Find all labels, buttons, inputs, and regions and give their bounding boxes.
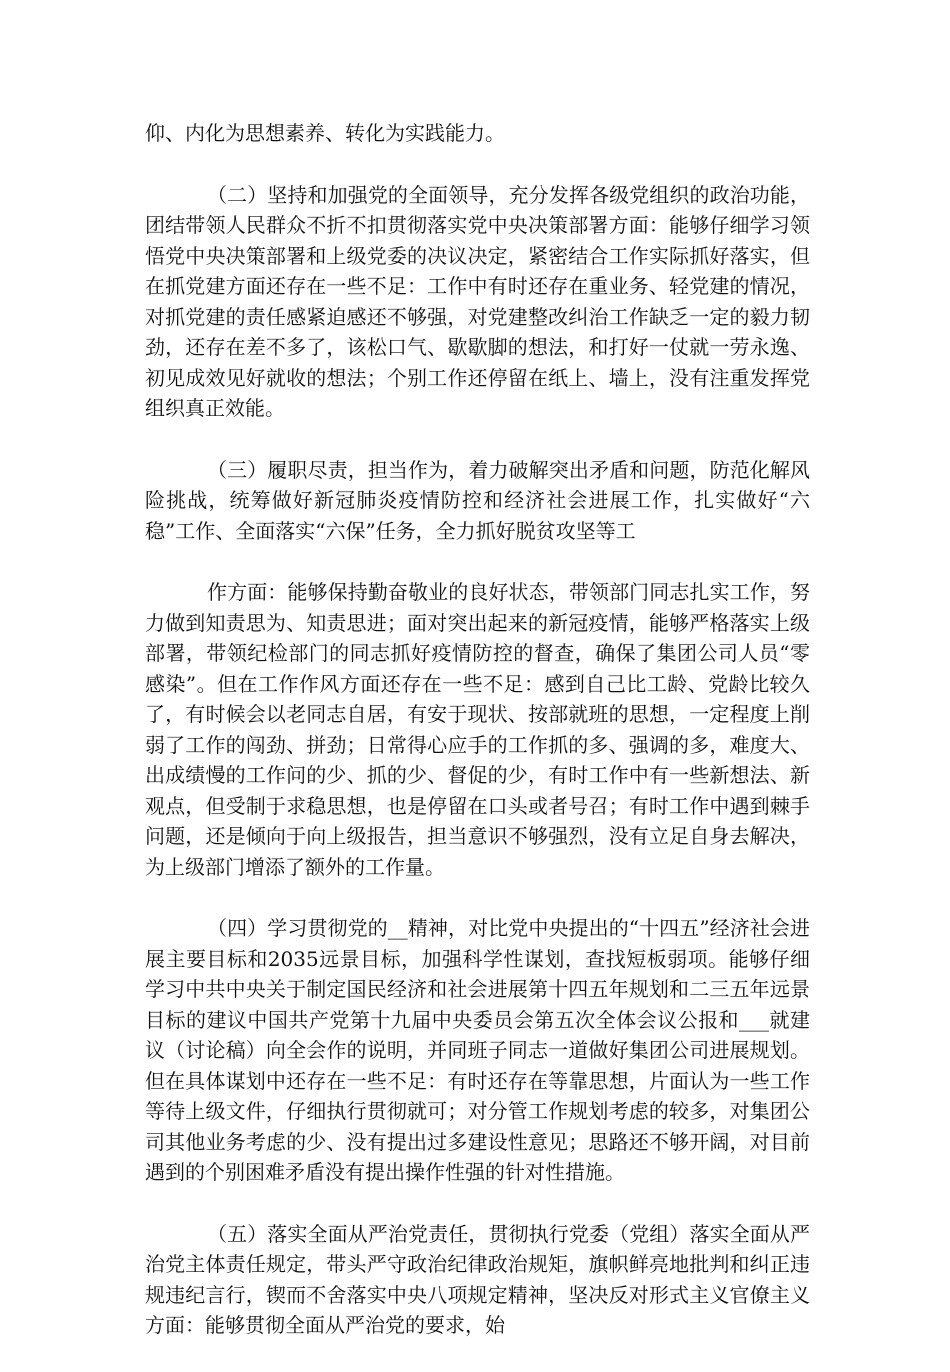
document-body xyxy=(145,118,810,1372)
paragraph-section-3: （三）履职尽责，担当作为，着力破解突出矛盾和问题，防范化解风险挑战，统筹做好新冠肺炎疫情防控和经济社会进展工作，扎实做好“六稳”工作、全面落实“六保”任务，全力抓好脱贫攻坚等工 xyxy=(145,457,810,543)
paragraph-section-3-work: 作方面：能够保持勤奋敬业的良好状态，带领部门同志扎实工作，努力做到知责思为、知责思进；面对突出起来的新冠疫情，能够严格落实上级部署，带领纪检部门的同志抓好疫情防控的督查，确保了集团公司人员“零感染”。但在工作作风方面还存在一些不足：感到自己比工龄、党龄比较久了，有时候会以老同志自居，有安于现状、按部就班的思想，一定程度上削弱了工作的闯劲、拼劲；日常得心应手的工作抓的多、强调的多，难度大、出成绩慢的工作问的少、抓的少、督促的少，有时工作中有一些新想法、新观点，但受制于求稳思想，也是停留在口头或者号召；有时工作中遇到棘手问题，还是倾向于向上级报告，担当意识不够强烈，没有立足自身去解决，为上级部门增添了额外的工作量。 xyxy=(145,580,810,879)
paragraph-section-4: （四）学习贯彻党的__精神，对比党中央提出的“十四五”经济社会进展主要目标和2035远景目标，加强科学性谋划，查找短板弱项。能够仔细学习中共中央关于制定国民经济和社会进展第十四五年规划和二三五年远景目标的建议中国共产党第十九届中央委员会第五次全体会议公报和___就建议（讨论稿）向全会作的说明，并同班子同志一道做好集团公司进展规划。但在具体谋划中还存在一些不足：有时还存在等靠思想，片面认为一些工作等待上级文件，仔细执行贯彻就可；对分管工作规划考虑的较多，对集团公司其他业务考虑的少、没有提出过多建设性意见；思路还不够开阔，对目前遇到的个别困难矛盾没有提出操作性强的针对性措施。 xyxy=(145,916,810,1184)
paragraph-section-5: （五）落实全面从严治党责任，贯彻执行党委（党组）落实全面从严治党主体责任规定，带头严守政治纪律政治规矩，旗帜鲜亮地批判和纠正违规违纪言行，锲而不舍落实中央八项规定精神，坚决反对形式主义官僚主义方面：能够贯彻全面从严治党的要求，始 xyxy=(145,1221,810,1337)
paragraph-continuation: 仰、内化为思想素养、转化为实践能力。 xyxy=(145,121,505,145)
paragraph-section-2: （二）坚持和加强党的全面领导，充分发挥各级党组织的政治功能，团结带领人民群众不折不扣贯彻落实党中央决策部署方面：能够仔细学习领悟党中央决策部署和上级党委的决议决定，紧密结合工作实际抓好落实，但在抓党建方面还存在一些不足：工作中有时还存在重业务、轻党建的情况，对抓党建的责任感紧迫感还不够强，对党建整改纠治工作缺乏一定的毅力韧劲，还存在差不多了，该松口气、歇歇脚的想法，和打好一仗就一劳永逸、初见成效见好就收的想法；个别工作还停留在纸上、墙上，没有注重发挥党组织真正效能。 xyxy=(145,182,810,420)
